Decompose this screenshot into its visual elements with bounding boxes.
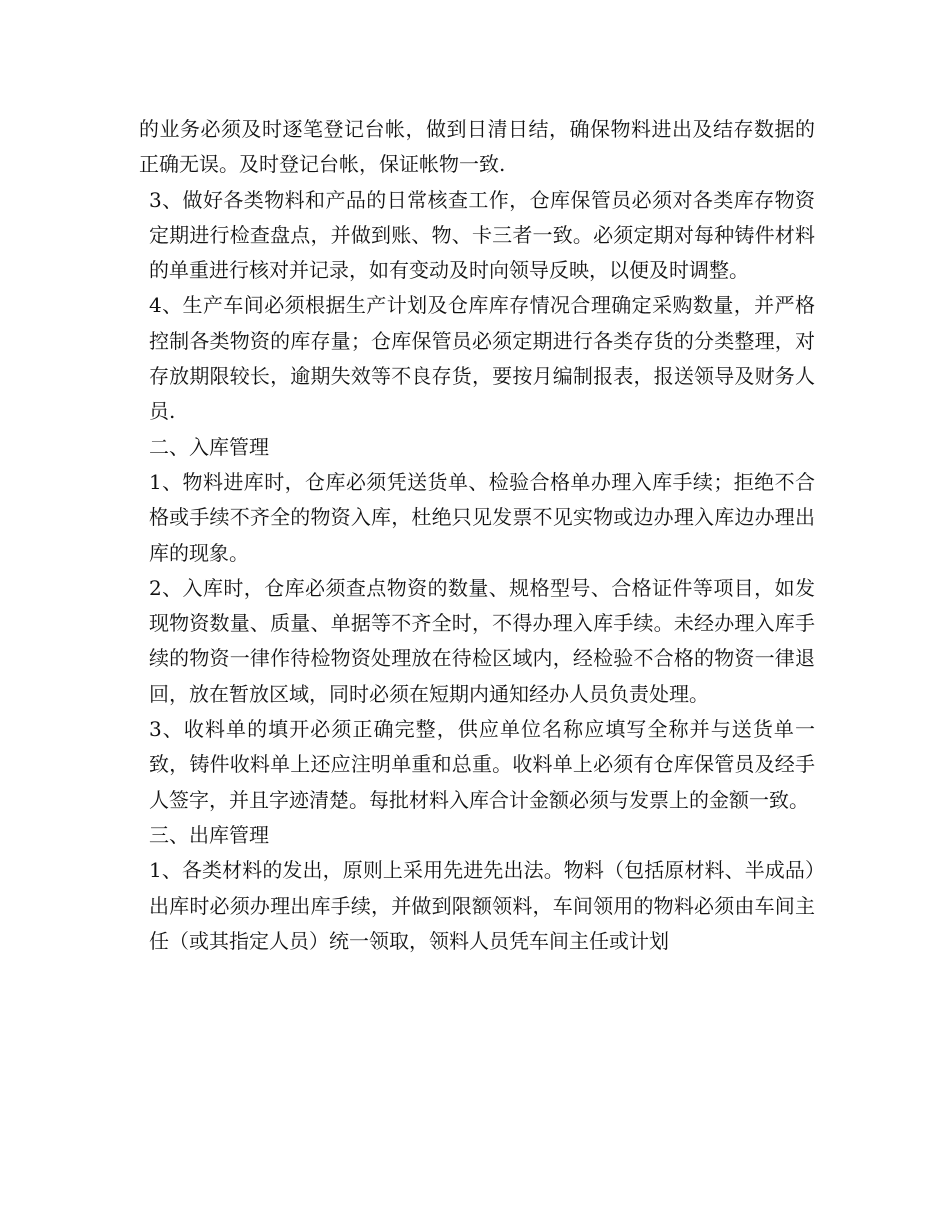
paragraph-item: 3、做好各类物料和产品的日常核查工作，仓库保管员必须对各类库存物资定期进行检查盘点，并做到账、物、卡三者一致。必须定期对每种铸件材料的单重进行核对并记录，如有变动及时向领导反映，以便及时调整。 (149, 187, 815, 283)
paragraph-continuation: 的业务必须及时逐笔登记台帐，做到日清日结，确保物料进出及结存数据的正确无误。及时登记台帐，保证帐物一致. (139, 117, 815, 177)
section-heading: 三、出库管理 (149, 822, 269, 847)
paragraph-item: 1、各类材料的发出，原则上采用先进先出法。物料（包括原材料、半成品）出库时必须办理出库手续，并做到限额领料，车间领用的物料必须由车间主任（或其指定人员）统一领取，领料人员凭车间主任或计划 (149, 858, 815, 953)
paragraph-item: 2、入库时，仓库必须查点物资的数量、规格型号、合格证件等项目，如发现物资数量、质量、单据等不齐全时，不得办理入库手续。未经办理入库手续的物资一律作待检物资处理放在待检区域内，经检验不合格的物资一律退回，放在暂放区域，同时必须在短期内通知经办人员负责处理。 (149, 575, 815, 706)
paragraph-item: 1、物料进库时，仓库必须凭送货单、检验合格单办理入库手续；拒绝不合格或手续不齐全的物资入库，杜绝只见发票不见实物或边办理入库边办理出库的现象。 (149, 469, 815, 565)
paragraph-item: 4、生产车间必须根据生产计划及仓库库存情况合理确定采购数量，并严格控制各类物资的库存量；仓库保管员必须定期进行各类存货的分类整理，对存放期限较长，逾期失效等不良存货，要按月编制报表，报送领导及财务人员. (149, 293, 815, 424)
paragraph-item: 3、收料单的填开必须正确完整，供应单位名称应填写全称并与送货单一致，铸件收料单上还应注明单重和总重。收料单上必须有仓库保管员及经手人签字，并且字迹清楚。每批材料入库合计金额必须与发票上的金额一致。 (149, 717, 815, 812)
section-heading: 二、入库管理 (149, 434, 269, 459)
document-body (139, 112, 815, 959)
